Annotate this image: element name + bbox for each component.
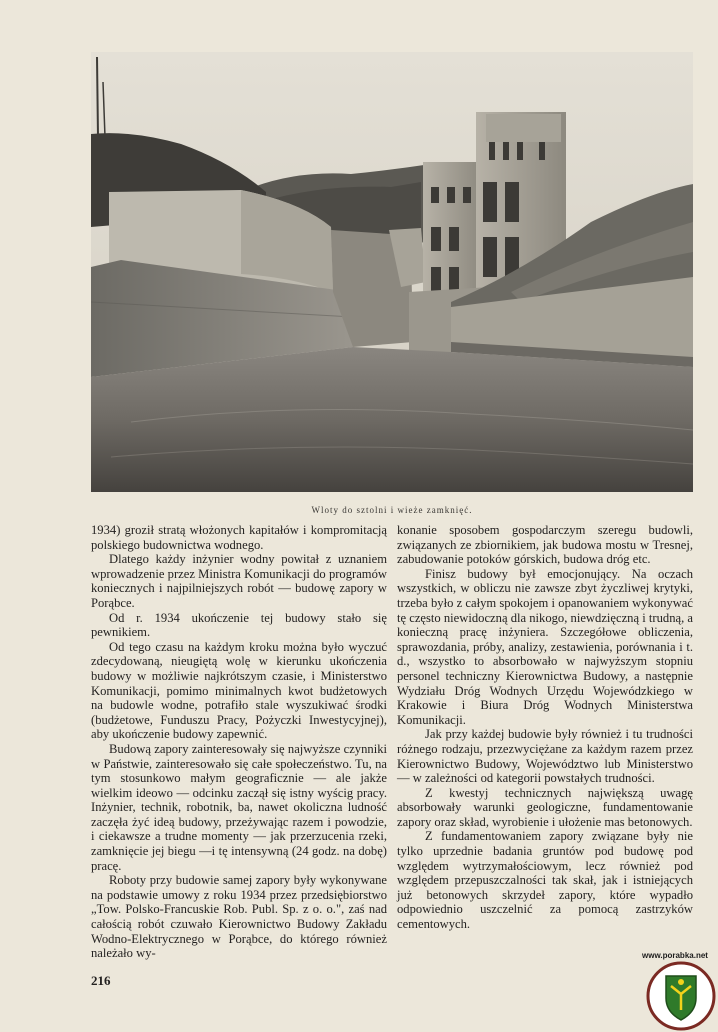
paragraph: Dlatego każdy inżynier wodny powitał z uznaniem wprowadzenie przez Ministra Komunikacji do programów koniecznych i najpilniejszych robót — budowę zapory w Porąbce. [91,552,387,610]
paragraph: Z fundamentowaniem zapory związane były nie tylko uprzednie badania gruntów pod budowę pod względem wytrzymałościowym, lecz również pod względem przepuszczalności tak skał, jak i istniejących już betonowych skrzydeł zapory, które wypadło odpowiednio uszczelnić za pomocą zastrzyków cementowych. [397,829,693,932]
paragraph: Z kwestyj technicznych największą uwagę absorbowały warunki geologiczne, fundamentowanie zapory oraz skład, wyrobienie i ułożenie mas betonowych. [397,785,693,829]
paragraph: konanie sposobem gospodarczym szeregu budowli, związanych ze zbiornikiem, jak budowa mostu w Tresnej, zabudowanie potoków górskich, budowa dróg etc. [397,523,693,567]
photo-caption: Wloty do sztolni i wieże zamknięć. [311,505,473,515]
paragraph: Finisz budowy był emocjonujący. Na oczach wszystkich, w obliczu nie zawsze zbyt życzliwej krytyki, trzeba było z całym spokojem i opanowaniem wykonywać tę często niewidoczną dla nikogo, niewdzięczną i trudną, a konieczną pracę inżyniera. Szczegółowe obliczenia, sprawozdania, próby, analizy, zestawienia, porównania i t. d., wszystko to absorbowało w najwyższym stopniu personel techniczny Kierownictwa Budowy, a następnie Wydziału Dróg Wodnych Urzędu Wojewódzkiego w Krakowie i Biura Dróg Wodnych Ministerstwa Komunikacji. [397,566,693,727]
text-column-right [397,523,693,932]
paragraph: Od r. 1934 ukończenie tej budowy stało się pewnikiem. [91,610,387,640]
paragraph: Roboty przy budowie samej zapory były wykonywane na podstawie umowy z roku 1934 przez przedsiębiorstwo „Tow. Polsko-Francuskie Rob. Publ. Sp. z o. o.", zaś nad całością robót czuwało Kierownictwo Budowy Zakładu Wodno-Elektrycznego w Porąbce, do którego również należało wy- [91,873,387,961]
paragraph: Jak przy każdej budowie były również i tu trudności różnego rodzaju, przezwyciężane za każdym razem przez Kierownictwo Budowy, Województwo lub Ministerstwo — w zależności od kategorii powstałych trudności. [397,727,693,786]
paragraph: Od tego czasu na każdym kroku można było wyczuć zdecydowaną, nieugiętą wolę w kierunku ukończenia budowy w możliwie najkrótszym czasie, i Ministerstwo Komunikacji, pomimo minimalnych kwot budżetowych na budowle wodne, potrafiło stale wyszukiwać środki (budżetowe, Funduszu Pracy, Pożyczki Inwestycyjnej), aby ukończenie budowy zapewnić. [91,639,387,742]
society-seal-icon [635,950,718,1032]
text-column-left [91,523,387,961]
page-number: 216 [91,973,111,988]
dam-intake-photo [91,52,693,492]
paragraph: Budową zapory zainteresowały się najwyższe czynniki w Państwie, zainteresowało się całe społeczeństwo. Tu, na tym stosunkowo małym geograficznie — ale jakże wielkim ideowo — odcinku zaczął się istny wyścig pracy. Inżynier, technik, robotnik, ba, nawet okoliczna ludność zaczęła żyć ideą budowy, przeżywając razem i powodzie, i ciekawsze a trudne momenty — jak przerzucenia rzeki, zamknięcie jej biegu —i tę intensywną (24 godz. na dobę) pracę. [91,741,387,873]
watermark-url: www.porabka.net [642,951,708,960]
paragraph: 1934) groził stratą włożonych kapitałów i kompromitacją polskiego budownictwa wodnego. [91,523,387,552]
